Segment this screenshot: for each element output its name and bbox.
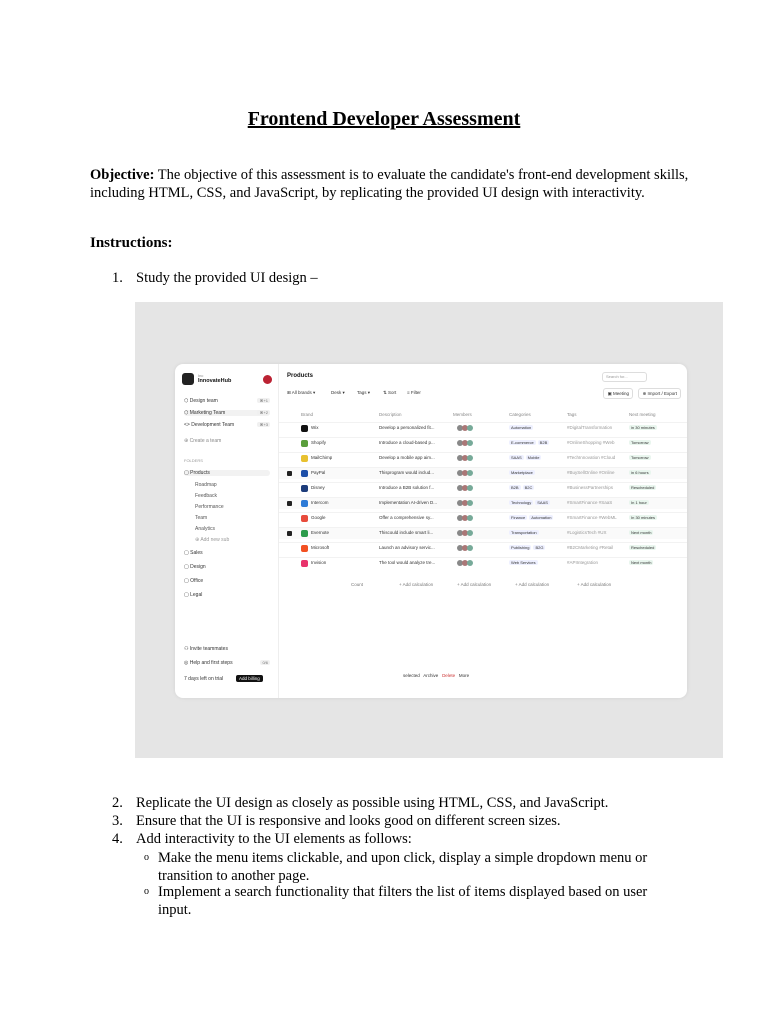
toolbar-filter[interactable]: ≡ Filter xyxy=(407,390,421,395)
next-meeting: in 30 minutes xyxy=(631,425,655,430)
brand-name: Shopify xyxy=(311,440,327,445)
members-avatars xyxy=(457,560,472,568)
categories xyxy=(509,425,535,430)
table-row[interactable] xyxy=(279,557,687,569)
sidebar-sub-feedback[interactable]: Feedback xyxy=(195,493,217,499)
brand-logo-icon xyxy=(301,560,308,567)
document-title: Frontend Developer Assessment xyxy=(247,108,521,130)
table-row[interactable] xyxy=(279,542,687,554)
kbd-shortcut: ⌘+3 xyxy=(259,422,268,427)
category-tag: B2B xyxy=(511,485,519,490)
objective-text: The objective of this assessment is to evaluate the candidate's front-end development skills, including HTML, CSS, and JavaScript, by replicating the provided UI design with interactivity. xyxy=(90,167,689,201)
members-avatars xyxy=(457,455,472,463)
invite-button[interactable]: ⚇ Invite teammates xyxy=(184,646,228,652)
import-export-button[interactable]: ⊕ Import / Export xyxy=(638,388,681,399)
help-count: 0/6 xyxy=(262,660,268,665)
list-item: 4. Add interactivity to the UI elements as follows: xyxy=(112,831,412,847)
table-row[interactable] xyxy=(279,482,687,494)
categories xyxy=(509,440,551,445)
logo-icon xyxy=(182,373,194,385)
category-tag: B2C xyxy=(524,485,533,490)
archive-button[interactable]: Archive xyxy=(423,673,439,678)
next-meeting: Tomorrow xyxy=(631,440,649,445)
table-row[interactable] xyxy=(279,467,687,479)
categories xyxy=(509,455,543,460)
sidebar-item-design[interactable]: ▢ Design xyxy=(184,564,206,570)
brand-name: Microsoft xyxy=(311,545,330,550)
sidebar-sub-team[interactable]: Team xyxy=(195,515,208,521)
description: Develop a personalized fit... xyxy=(379,425,435,430)
categories xyxy=(509,470,537,475)
next-meeting: Rescheduled xyxy=(631,545,655,550)
categories xyxy=(509,515,555,520)
category-tag: Transportation xyxy=(511,530,537,535)
selected-count: selected xyxy=(403,673,420,678)
main-panel xyxy=(279,364,687,698)
app-window xyxy=(175,364,687,698)
tags: #TechInnovation #Cloud xyxy=(567,455,616,460)
tags: #LogisticsTech #UX xyxy=(567,530,607,535)
category-tag: B2B xyxy=(539,440,548,445)
footer-count[interactable]: Count xyxy=(351,582,364,587)
description: Offer a comprehensive sy... xyxy=(379,515,434,520)
kbd-shortcut: ⌘+1 xyxy=(259,398,268,403)
sidebar-item-office[interactable]: ▢ Office xyxy=(184,578,204,584)
list-item: 1. Study the provided UI design – xyxy=(112,270,318,286)
next-meeting: Tomorrow xyxy=(631,455,649,460)
sidebar-item-legal[interactable]: ▢ Legal xyxy=(184,592,203,598)
description: The tool would analyze tre... xyxy=(379,560,436,565)
next-meeting: Rescheduled xyxy=(631,485,655,490)
list-item: 2. Replicate the UI design as closely as possible using HTML, CSS, and JavaScript. xyxy=(112,795,609,811)
next-meeting: In 1 hour xyxy=(631,500,647,505)
help-link[interactable]: ◎ Help and first steps xyxy=(184,660,233,666)
sidebar-sub-analytics[interactable]: Analytics xyxy=(195,526,216,532)
more-button[interactable]: More xyxy=(458,673,470,678)
category-tag: E-commerce xyxy=(511,440,534,445)
workspace-name[interactable]: InnovateHub xyxy=(198,378,232,384)
brand-name: Disney xyxy=(311,485,325,490)
tags: #BusinessPartnerships xyxy=(567,485,614,490)
categories xyxy=(509,485,536,490)
toolbar-desk[interactable]: Desk ▾ xyxy=(331,390,345,395)
category-tag: Web Services xyxy=(511,560,536,565)
ui-screenshot xyxy=(135,302,723,758)
footer-add-calculation[interactable]: + Add calculation xyxy=(457,582,492,587)
row-checkbox[interactable] xyxy=(287,471,292,476)
column-header-members[interactable]: Members xyxy=(453,412,472,417)
category-tag: Technology xyxy=(511,500,532,505)
table-row[interactable] xyxy=(279,422,687,434)
add-billing-button[interactable]: Add billing xyxy=(236,675,263,682)
tags: #DigitalTransformation xyxy=(567,425,613,430)
toolbar-all-brands[interactable]: ⊞ All brands ▾ xyxy=(287,390,316,395)
footer-add-calculation[interactable]: + Add calculation xyxy=(515,582,550,587)
members-avatars xyxy=(457,545,472,553)
category-tag: Publishing xyxy=(511,545,530,550)
search-input[interactable]: Search for... xyxy=(602,372,647,382)
categories xyxy=(509,500,552,505)
description: Launch an advisory servic... xyxy=(379,545,435,550)
sidebar-item-development-team[interactable]: <> Development Team xyxy=(184,422,235,428)
brand-name: Google xyxy=(311,515,326,520)
brand-logo-icon xyxy=(301,530,308,537)
brand-name: PayPal xyxy=(311,470,326,475)
tags: #APIIntegration xyxy=(567,560,599,565)
tags: #BuySellOnline #Online xyxy=(567,470,615,475)
column-header-brand[interactable]: Brand xyxy=(301,412,314,417)
brand-logo-icon xyxy=(301,485,308,492)
members-avatars xyxy=(457,530,472,538)
sidebar-sub-performance[interactable]: Performance xyxy=(195,504,224,510)
list-item: 3. Ensure that the UI is responsive and looks good on different screen sizes. xyxy=(112,813,561,829)
column-header-next-meeting[interactable]: Next meeting xyxy=(629,412,656,417)
description: Implementation AI-driven D... xyxy=(379,500,438,505)
page-title: Products xyxy=(287,373,314,379)
next-meeting: Next month xyxy=(631,560,652,565)
brand-name: Intercom xyxy=(311,500,329,505)
objective-paragraph xyxy=(90,166,690,202)
category-tag: Finance xyxy=(511,515,526,520)
description: Thiscould include smart li... xyxy=(379,530,434,535)
description: Introduce a B2B solution f... xyxy=(379,485,435,490)
table-row[interactable] xyxy=(279,527,687,539)
row-checkbox[interactable] xyxy=(287,531,292,536)
description: Thisprogram would includ... xyxy=(379,470,435,475)
delete-button[interactable]: Delete xyxy=(442,673,456,678)
workspace-label: Inc xyxy=(198,373,204,378)
members-avatars xyxy=(457,515,472,523)
meeting-button[interactable]: ▣ Meeting xyxy=(603,388,633,399)
brand-name: Wix xyxy=(311,425,319,430)
members-avatars xyxy=(457,425,472,433)
sidebar xyxy=(175,364,279,698)
description: Develop a mobile app aim... xyxy=(379,455,435,460)
sub-list-item: o Implement a search functionality that filters the list of items displayed based on user input. xyxy=(144,884,648,918)
table-row[interactable] xyxy=(279,437,687,449)
selection-bar xyxy=(403,673,469,678)
avatar[interactable] xyxy=(263,375,272,384)
toolbar-sort[interactable]: ⇅ Sort xyxy=(383,390,397,395)
tags: #SmartFinance #SaaS xyxy=(567,500,613,505)
brand-logo-icon xyxy=(301,515,308,522)
next-meeting: Next month xyxy=(631,530,652,535)
members-avatars xyxy=(457,500,472,508)
categories xyxy=(509,560,540,565)
members-avatars xyxy=(457,485,472,493)
footer-add-calculation[interactable]: + Add calculation xyxy=(577,582,612,587)
category-tag: Mobile xyxy=(527,455,540,460)
brand-name: Invision xyxy=(311,560,327,565)
footer-add-calculation[interactable]: + Add calculation xyxy=(399,582,434,587)
sidebar-item-sales[interactable]: ▢ Sales xyxy=(184,550,203,556)
trial-notice: 7 days left on trial xyxy=(184,676,224,682)
next-meeting: in 6 hours xyxy=(631,470,649,475)
category-tag: Automation xyxy=(511,425,532,430)
categories xyxy=(509,530,541,535)
objective-label: Objective: xyxy=(90,167,155,183)
table-row[interactable] xyxy=(279,452,687,464)
category-tag: Marketplace xyxy=(511,470,533,475)
kbd-shortcut: ⌘+2 xyxy=(259,410,268,415)
category-tag: SAAS xyxy=(511,455,522,460)
add-sub-button[interactable]: ⊕ Add new sub xyxy=(195,537,230,543)
column-header-description[interactable]: Description xyxy=(379,412,402,417)
brand-name: Evernote xyxy=(311,530,330,535)
instructions-heading: Instructions: xyxy=(90,235,173,251)
tags: #SmartFinance #WebML xyxy=(567,515,617,520)
members-avatars xyxy=(457,440,472,448)
toolbar-tags[interactable]: Tags ▾ xyxy=(357,390,371,395)
sidebar-item-design-team[interactable]: ⬡ Design team xyxy=(184,398,218,404)
column-header-categories[interactable]: Categories xyxy=(509,412,531,417)
brand-logo-icon xyxy=(301,545,308,552)
table-row[interactable] xyxy=(279,497,687,509)
category-tag: Automation xyxy=(531,515,552,520)
brand-logo-icon xyxy=(301,455,308,462)
folders-heading: FOLDERS xyxy=(184,458,203,463)
brand-logo-icon xyxy=(301,440,308,447)
sidebar-item-marketing-team[interactable]: ⬡ Marketing Team xyxy=(184,410,270,416)
row-checkbox[interactable] xyxy=(287,501,292,506)
brand-name: MailChimp xyxy=(311,455,333,460)
brand-logo-icon xyxy=(301,500,308,507)
description: Introduce a cloud-based p... xyxy=(379,440,435,445)
next-meeting: In 30 minutes xyxy=(631,515,656,520)
sidebar-item-products[interactable]: ▢ Products xyxy=(184,470,270,476)
members-avatars xyxy=(457,470,472,478)
sub-list-item: o Make the menu items clickable, and upon click, display a simple dropdown menu or transition to another page. xyxy=(144,850,648,884)
tags: #B2CMarketing #Retail xyxy=(567,545,614,550)
brand-logo-icon xyxy=(301,470,308,477)
brand-logo-icon xyxy=(301,425,308,432)
categories xyxy=(509,545,547,550)
category-tag: B2G xyxy=(535,545,544,550)
tags: #OnlineShopping #Web xyxy=(567,440,615,445)
column-header-tags[interactable]: Tags xyxy=(567,412,577,417)
sidebar-sub-roadmap[interactable]: Roadmap xyxy=(195,482,217,488)
table-row[interactable] xyxy=(279,512,687,524)
create-team-button[interactable]: ⊕ Create a team xyxy=(184,438,222,444)
category-tag: SAAS xyxy=(537,500,548,505)
